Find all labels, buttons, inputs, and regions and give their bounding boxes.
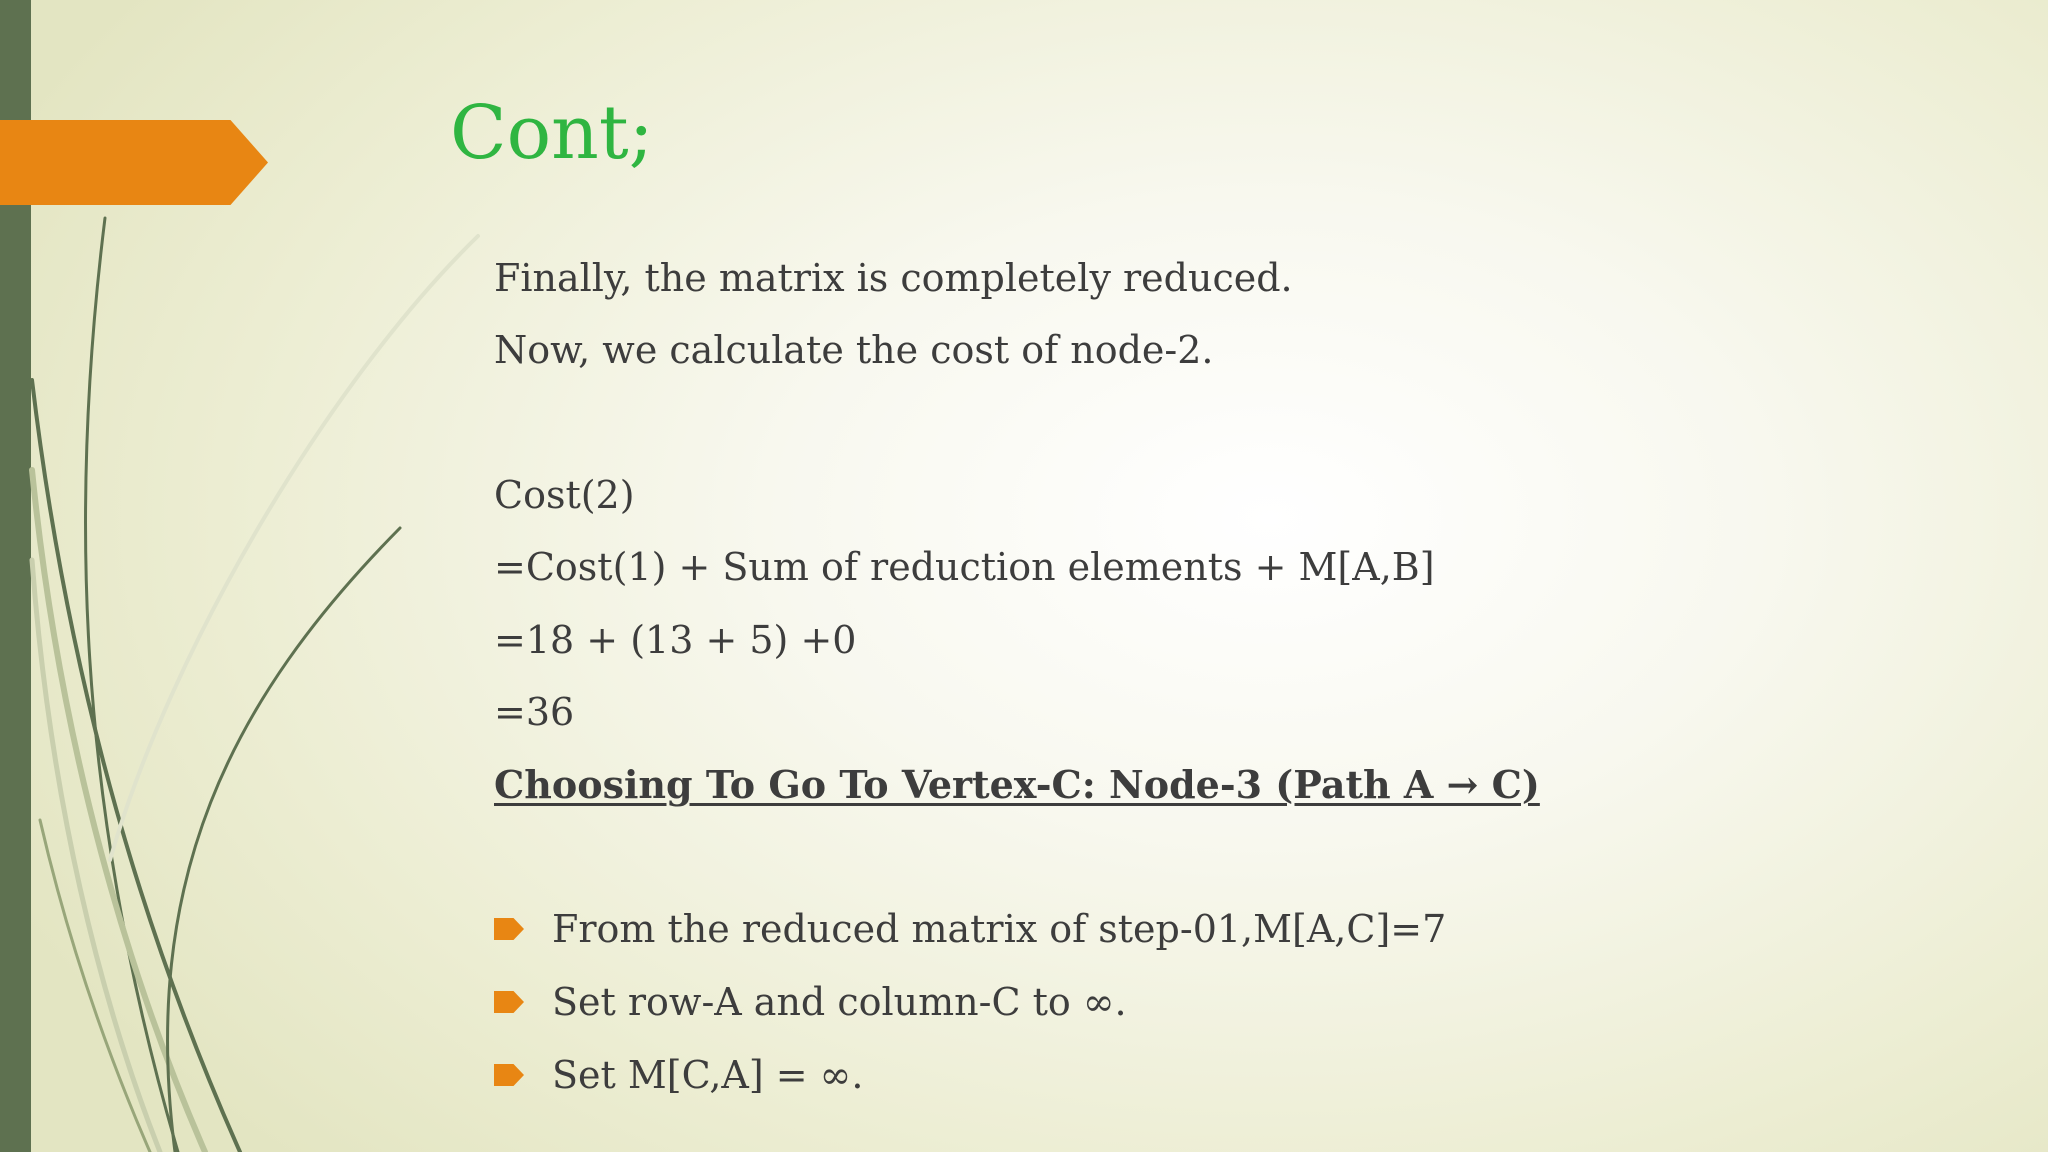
section-heading: Choosing To Go To Vertex-C: Node-3 (Path A → C) [494, 762, 1540, 807]
arrow-bullet-icon [494, 1064, 524, 1086]
arrow-bullet-icon [494, 918, 524, 940]
bullet-item [494, 1053, 864, 1097]
bullet-text: Set M[C,A] = ∞. [552, 1053, 864, 1097]
arrow-bullet-icon [494, 991, 524, 1013]
text-line: Finally, the matrix is completely reduced. [494, 256, 1293, 300]
bullet-item [494, 980, 1127, 1024]
bullet-text: From the reduced matrix of step-01,M[A,C]=7 [552, 907, 1447, 951]
bullet-item [494, 907, 1447, 951]
text-line: Cost(2) [494, 473, 635, 517]
text-line: =18 + (13 + 5) +0 [494, 618, 857, 662]
text-line: =36 [494, 690, 575, 734]
text-line: Now, we calculate the cost of node-2. [494, 328, 1214, 372]
text-line: =Cost(1) + Sum of reduction elements + M[A,B] [494, 545, 1435, 589]
slide-title: Cont; [450, 90, 654, 176]
arrow-banner [0, 120, 268, 205]
bullet-text: Set row-A and column-C to ∞. [552, 980, 1127, 1024]
